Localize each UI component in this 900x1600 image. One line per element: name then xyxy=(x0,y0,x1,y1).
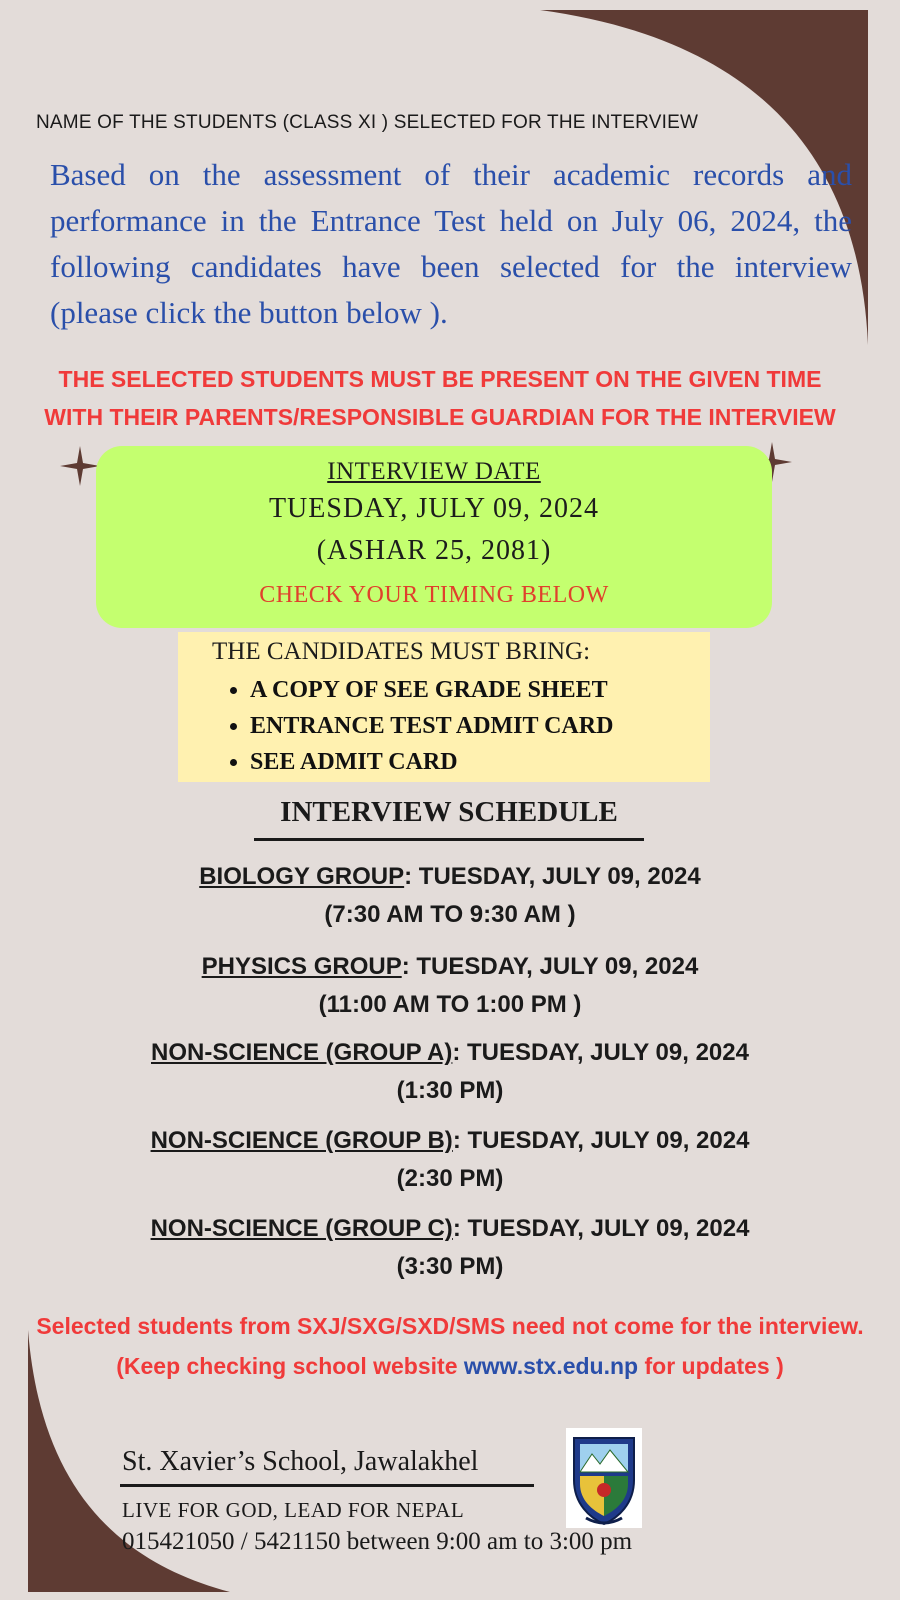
page-heading: NAME OF THE STUDENTS (CLASS XI ) SELECTED FOR THE INTERVIEW xyxy=(36,112,699,133)
group-date: : TUESDAY, JULY 09, 2024 xyxy=(404,863,701,890)
required-documents-title: THE CANDIDATES MUST BRING: xyxy=(212,638,591,665)
list-item: • A COPY OF SEE GRADE SHEET xyxy=(250,672,710,708)
required-documents-box xyxy=(178,632,710,782)
website-link[interactable]: www.stx.edu.np xyxy=(463,1353,639,1379)
group-time: (11:00 AM TO 1:00 PM ) xyxy=(318,991,582,1018)
notice-line-1: THE SELECTED STUDENTS MUST BE PRESENT ON THE GIVEN TIME xyxy=(58,366,822,392)
contact-phone: 015421050 / 5421150 between 9:00 am to 3:00 pm xyxy=(122,1528,633,1555)
group-time: (3:30 PM) xyxy=(396,1253,504,1280)
group-name: NON-SCIENCE (GROUP A) xyxy=(151,1039,453,1066)
schedule-entry-non-science-c xyxy=(0,1210,900,1286)
schedule-entry-physics xyxy=(0,948,900,1024)
list-item: • ENTRANCE TEST ADMIT CARD xyxy=(250,708,710,744)
school-name-underline xyxy=(120,1484,534,1487)
group-name: NON-SCIENCE (GROUP B) xyxy=(150,1127,453,1154)
notice-line-2: WITH THEIR PARENTS/RESPONSIBLE GUARDIAN FOR THE INTERVIEW xyxy=(44,404,836,430)
interview-date-box xyxy=(96,446,772,628)
schedule-title: INTERVIEW SCHEDULE xyxy=(280,796,618,828)
group-time: (7:30 AM TO 9:30 AM ) xyxy=(324,901,576,928)
required-documents-list xyxy=(178,672,710,780)
sparkle-icon xyxy=(60,446,100,486)
interview-date: TUESDAY, JULY 09, 2024 xyxy=(268,493,600,524)
group-time: (2:30 PM) xyxy=(396,1165,504,1192)
schedule-entry-biology xyxy=(0,858,900,934)
school-crest-logo xyxy=(566,1428,642,1528)
school-motto: LIVE FOR GOD, LEAD FOR NEPAL xyxy=(122,1498,465,1522)
footnote-suffix: for updates ) xyxy=(638,1353,784,1379)
group-date: : TUESDAY, JULY 09, 2024 xyxy=(452,1215,750,1242)
group-time: (1:30 PM) xyxy=(396,1077,504,1104)
footnote-line-1: Selected students from SXJ/SXG/SXD/SMS need not come for the interview. xyxy=(36,1313,864,1339)
attendance-notice xyxy=(0,360,880,436)
list-item: • SEE ADMIT CARD xyxy=(250,744,710,780)
group-date: : TUESDAY, JULY 09, 2024 xyxy=(452,1039,749,1066)
interview-nepali-date: (ASHAR 25, 2081) xyxy=(316,535,552,566)
intro-paragraph: Based on the assessment of their academic records and performance in the Entrance Test held on July 06, 2024, the following candidates have been selected for the interview (please click the button below ). xyxy=(50,157,852,330)
group-name: BIOLOGY GROUP xyxy=(199,863,405,890)
footnote-prefix: (Keep checking school website xyxy=(116,1353,464,1379)
footnote xyxy=(0,1306,900,1386)
schedule-title-underline xyxy=(254,838,644,841)
check-timing-note: CHECK YOUR TIMING BELOW xyxy=(259,582,609,608)
group-name: NON-SCIENCE (GROUP C) xyxy=(150,1215,453,1242)
schedule-entry-non-science-a xyxy=(0,1034,900,1110)
footnote-line-2 xyxy=(0,1346,900,1386)
group-date: : TUESDAY, JULY 09, 2024 xyxy=(401,953,699,980)
group-date: : TUESDAY, JULY 09, 2024 xyxy=(452,1127,750,1154)
group-name: PHYSICS GROUP xyxy=(201,953,402,980)
schedule-entry-non-science-b xyxy=(0,1122,900,1198)
school-name: St. Xavier’s School, Jawalakhel xyxy=(122,1446,479,1477)
interview-date-label: INTERVIEW DATE xyxy=(327,458,541,485)
